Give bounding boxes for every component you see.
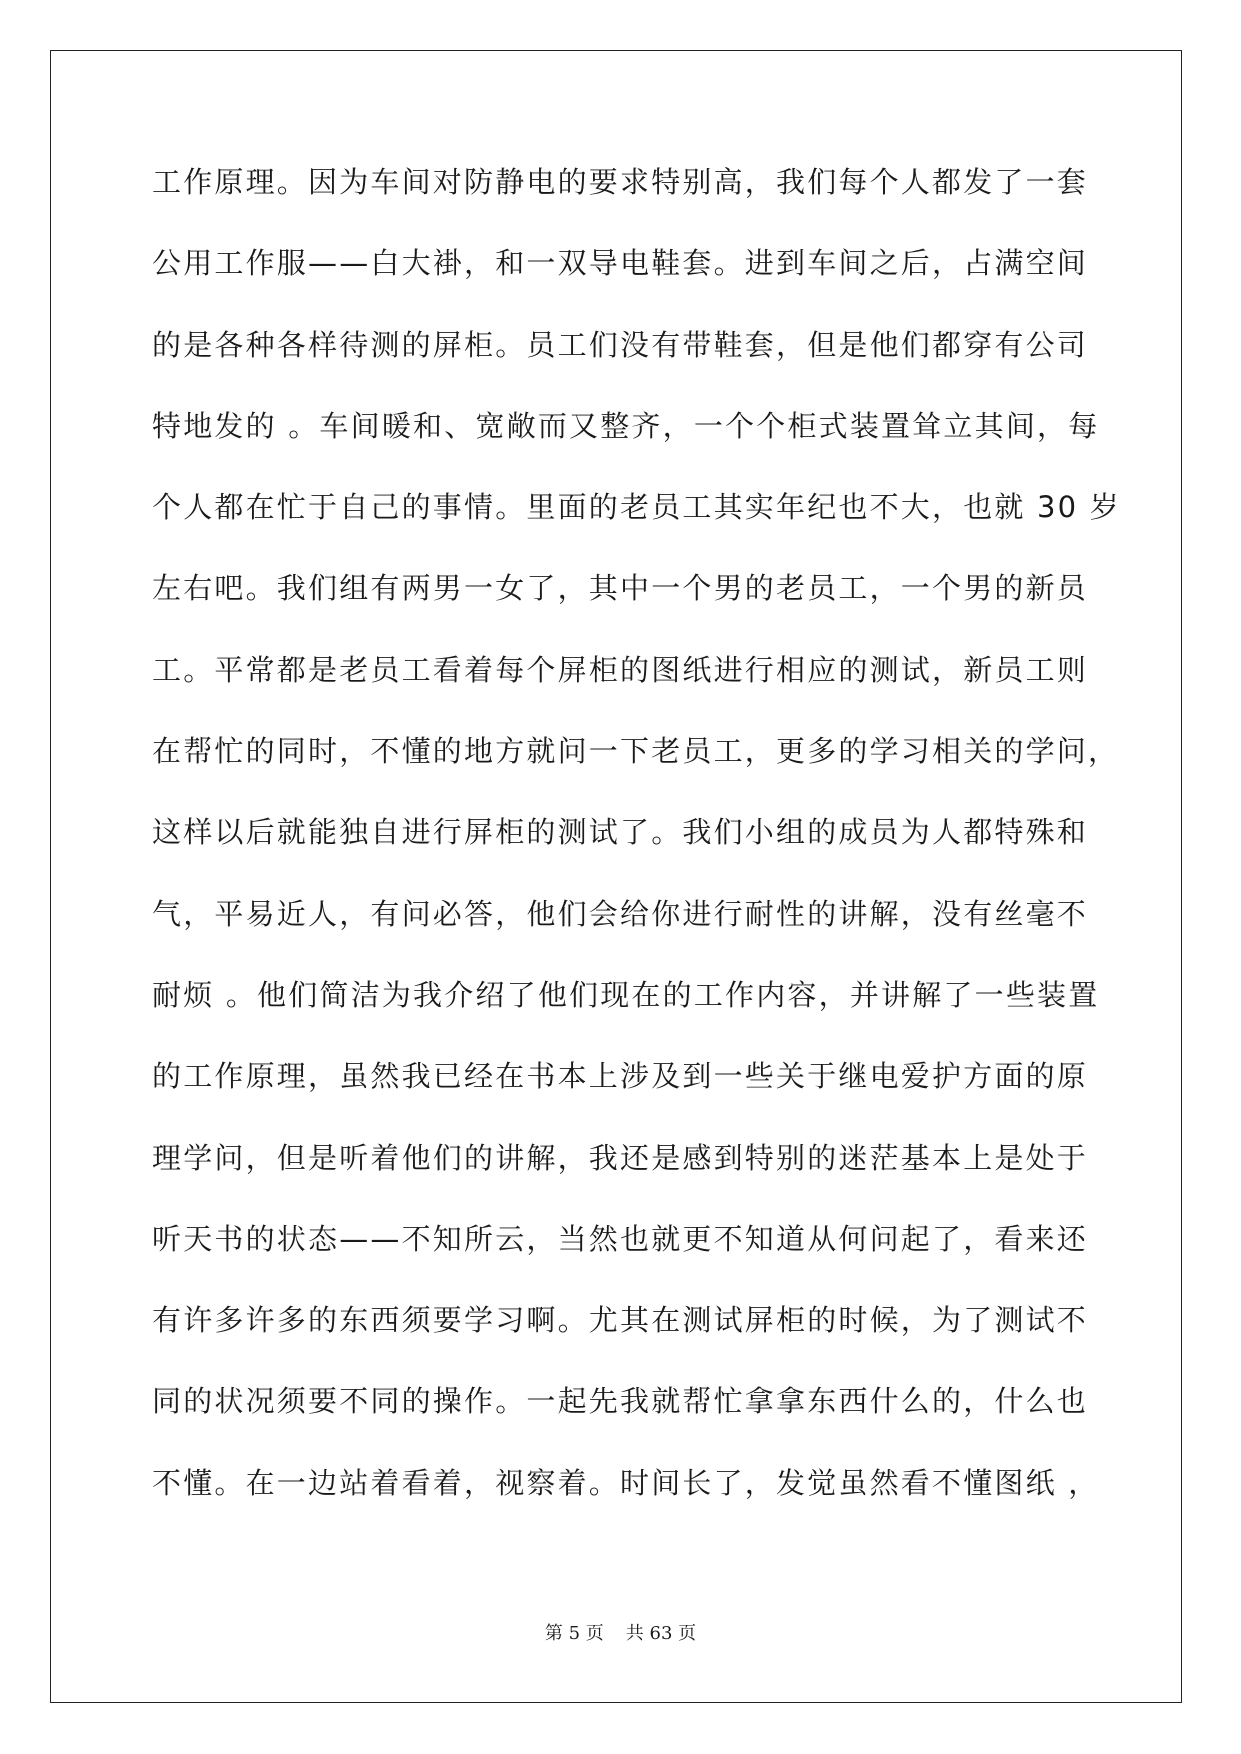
text-line: 个人都在忙于自己的事情。里面的老员工其实年纪也不大，也就 30 岁 <box>152 490 1121 525</box>
text-line: 工。平常都是老员工看着每个屏柜的图纸进行相应的测试，新员工则 <box>152 652 1089 687</box>
page-number-total: 共 63 页 <box>625 1623 697 1644</box>
text-line: 耐烦 。他们简洁为我介绍了他们现在的工作内容，并讲解了一些装置 <box>152 977 1100 1012</box>
text-line: 气，平易近人，有问必答，他们会给你进行耐性的讲解，没有丝毫不 <box>152 896 1089 931</box>
text-line: 有许多许多的东西须要学习啊。尤其在测试屏柜的时候，为了测试不 <box>152 1303 1089 1338</box>
text-line: 特地发的 。车间暖和、宽敞而又整齐，一个个柜式装置耸立其间，每 <box>152 408 1100 443</box>
text-line: 工作原理。因为车间对防静电的要求特别高，我们每个人都发了一套 <box>152 165 1089 199</box>
text-line: 左右吧。我们组有两男一女了，其中一个男的老员工，一个男的新员 <box>152 571 1089 606</box>
document-body <box>152 162 1121 1544</box>
text-line: 这样以后就能独自进行屏柜的测试了。我们小组的成员为人都特殊和 <box>152 815 1089 850</box>
text-line: 不懂。在一边站着看着，视察着。时间长了，发觉虽然看不懂图纸 ， <box>152 1465 1100 1500</box>
text-line: 公用工作服——白大褂，和一双导电鞋套。进到车间之后，占满空间 <box>152 246 1089 281</box>
text-line: 听天书的状态——不知所云，当然也就更不知道从何问起了，看来还 <box>152 1221 1089 1256</box>
text-line: 的工作原理，虽然我已经在书本上涉及到一些关于继电爱护方面的原 <box>152 1059 1089 1094</box>
page-footer <box>0 1622 1241 1646</box>
text-line: 在帮忙的同时，不懂的地方就问一下老员工，更多的学习相关的学问， <box>152 734 1120 769</box>
text-line: 同的状况须要不同的操作。一起先我就帮忙拿拿东西什么的，什么也 <box>152 1384 1089 1419</box>
text-line: 的是各种各样待测的屏柜。员工们没有带鞋套，但是他们都穿有公司 <box>152 327 1089 362</box>
text-line: 理学问，但是听着他们的讲解，我还是感到特别的迷茫基本上是处于 <box>152 1140 1089 1175</box>
page-number-current: 第 5 页 <box>544 1623 604 1644</box>
